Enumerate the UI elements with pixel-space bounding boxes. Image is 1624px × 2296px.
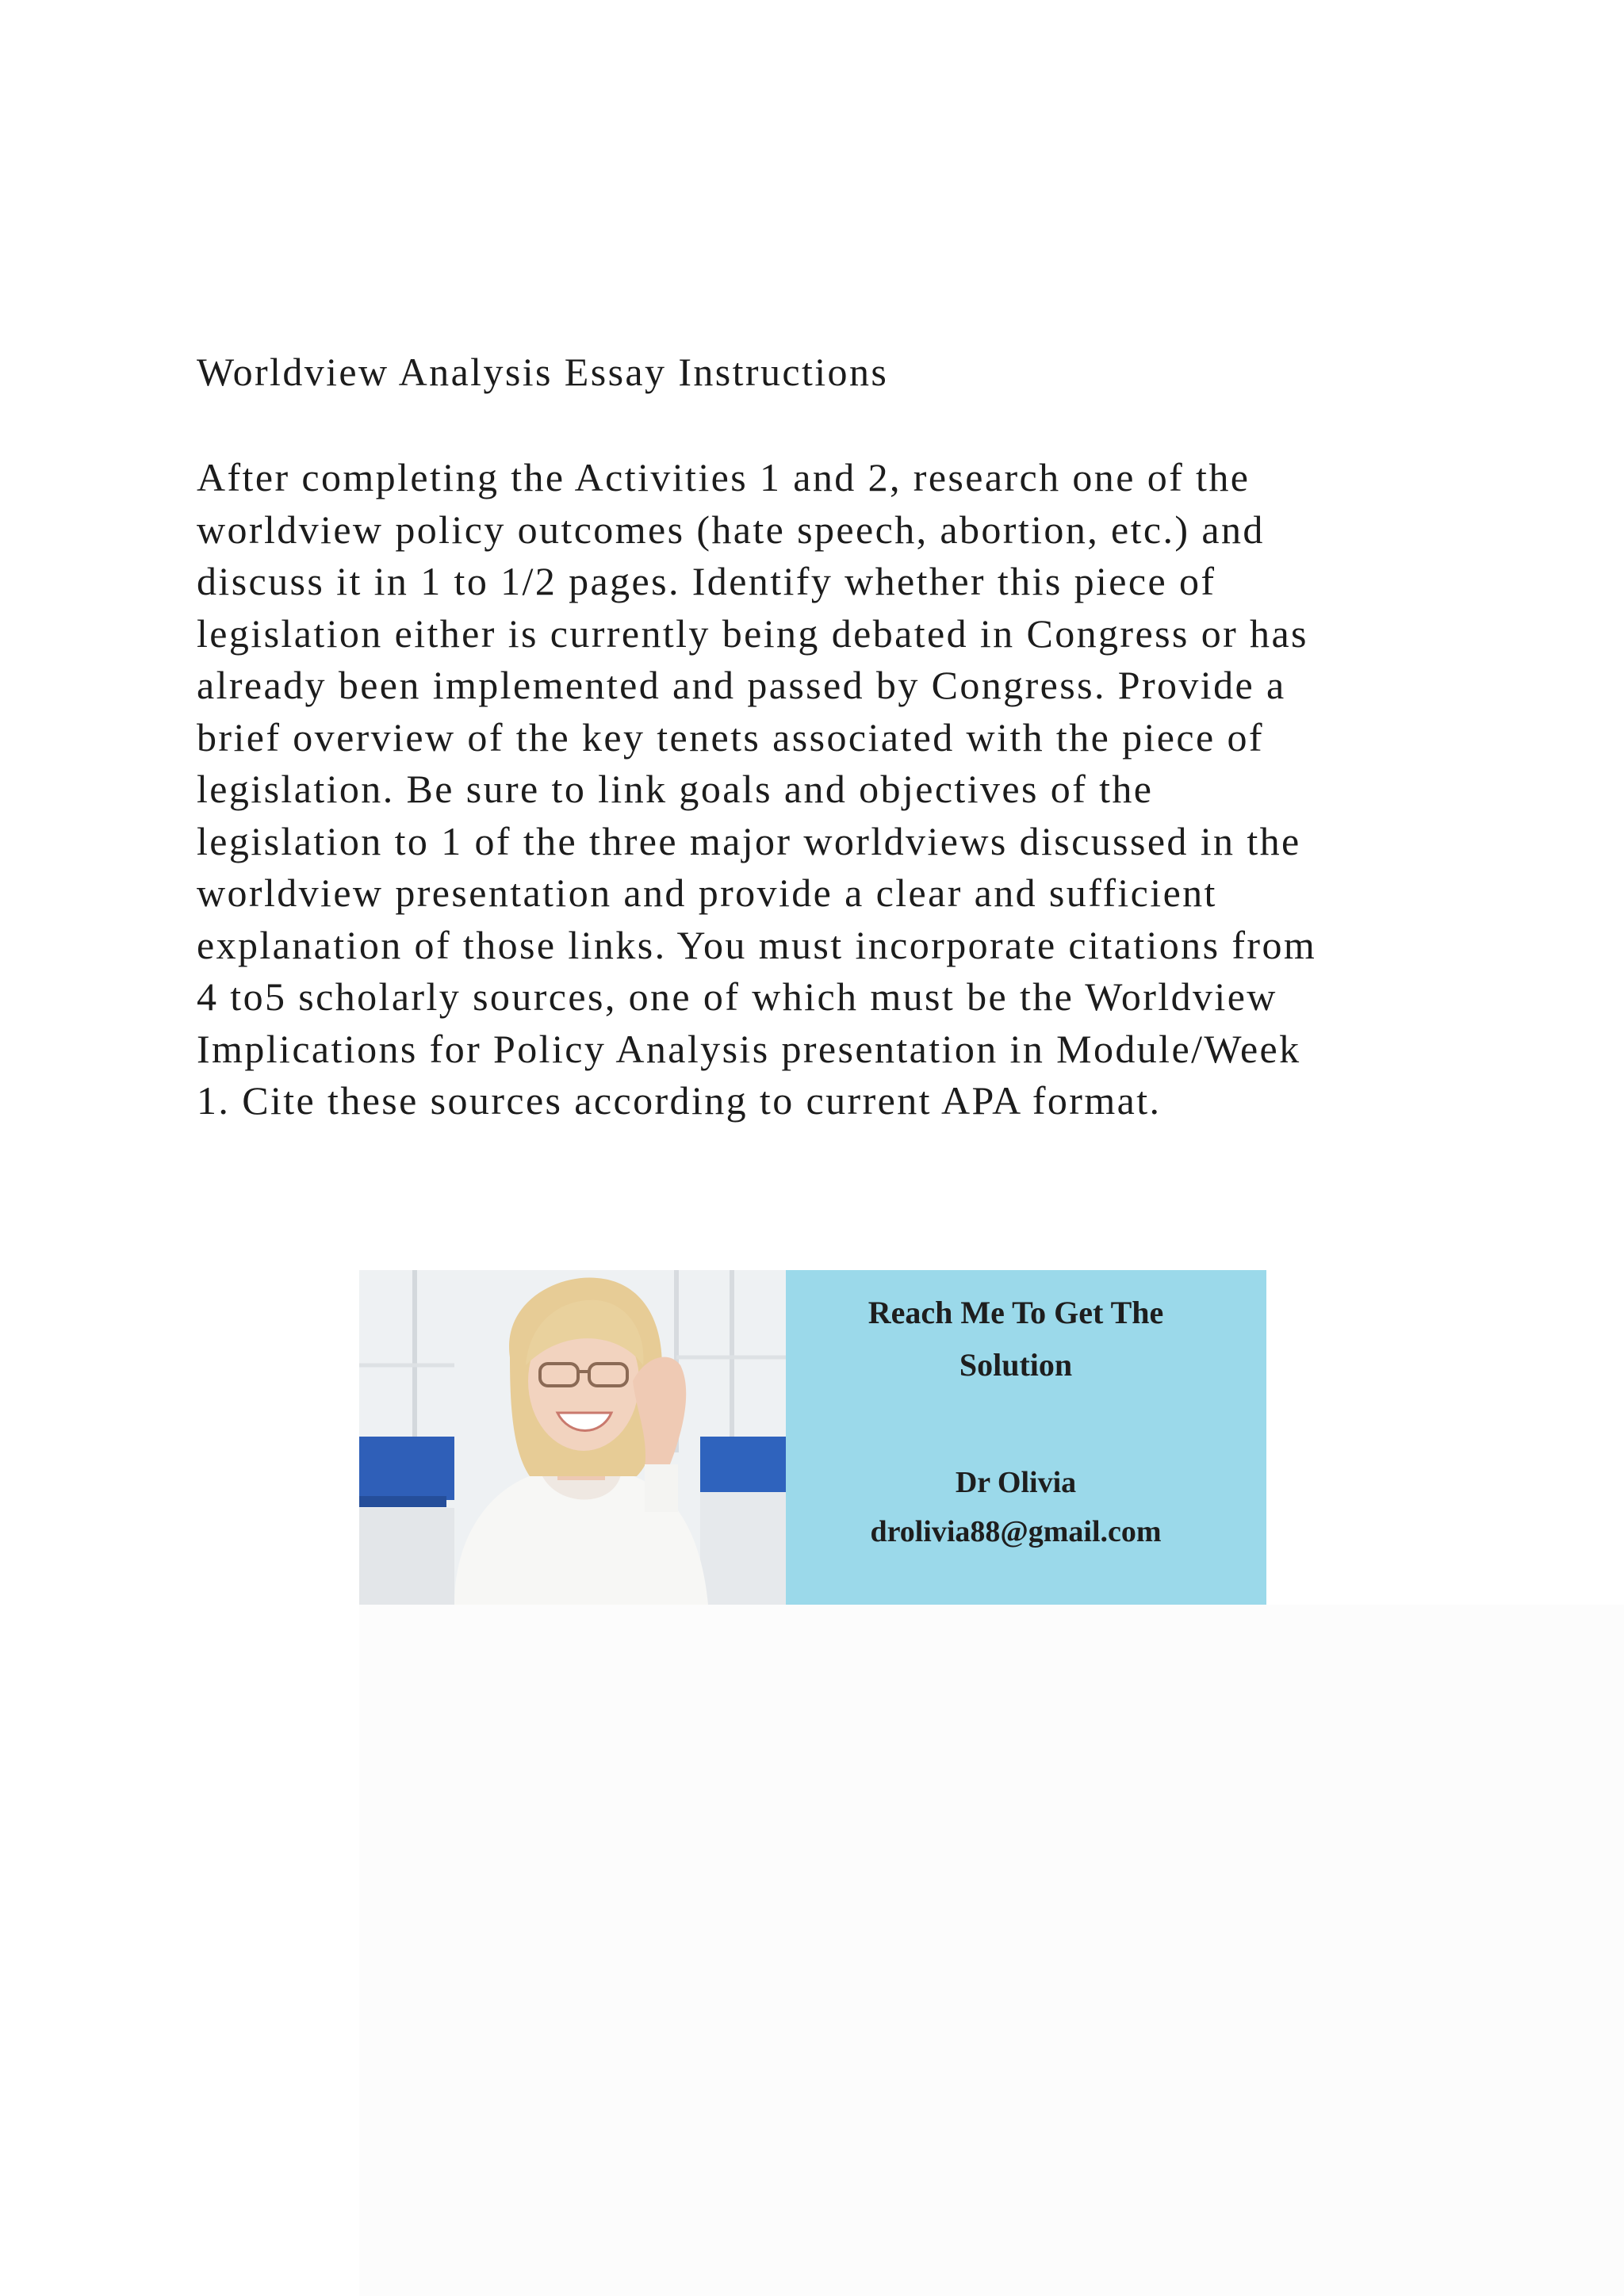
body-line: worldview policy outcomes (hate speech, abortion, etc.) and <box>197 507 1265 552</box>
document-title: Worldview Analysis Essay Instructions <box>197 350 889 394</box>
contact-panel <box>786 1270 1266 1605</box>
body-line: explanation of those links. You must incorporate citations from <box>197 922 1317 967</box>
body-line: After completing the Activities 1 and 2, research one of the <box>197 455 1251 499</box>
body-line: already been implemented and passed by Congress. Provide a <box>197 663 1286 707</box>
contact-name: Dr Olivia <box>955 1466 1077 1499</box>
contact-email[interactable]: drolivia88@gmail.com <box>870 1515 1162 1548</box>
body-line: worldview presentation and provide a clear and sufficient <box>197 871 1217 915</box>
page-background-panel <box>359 1605 1624 2296</box>
woman-photo <box>359 1270 786 1605</box>
body-line: discuss it in 1 to 1/2 pages. Identify whether this piece of <box>197 559 1216 603</box>
document-body <box>197 452 1481 1127</box>
body-line: legislation either is currently being debated in Congress or has <box>197 610 1308 656</box>
contact-banner <box>359 1270 1266 1605</box>
body-line: brief overview of the key tenets associated with the piece of <box>197 714 1264 760</box>
banner-headline: Reach Me To Get The <box>868 1295 1164 1330</box>
banner-headline: Solution <box>959 1347 1073 1383</box>
body-line: legislation to 1 of the three major worldviews discussed in the <box>197 818 1301 863</box>
body-line: 1. Cite these sources according to current APA format. <box>197 1078 1162 1123</box>
body-line: Implications for Policy Analysis presentation in Module/Week <box>197 1026 1301 1071</box>
body-line: legislation. Be sure to link goals and objectives of the <box>197 767 1154 811</box>
woman-photo-illustration <box>359 1270 786 1605</box>
body-line: 4 to5 scholarly sources, one of which must be the Worldview <box>197 974 1277 1019</box>
